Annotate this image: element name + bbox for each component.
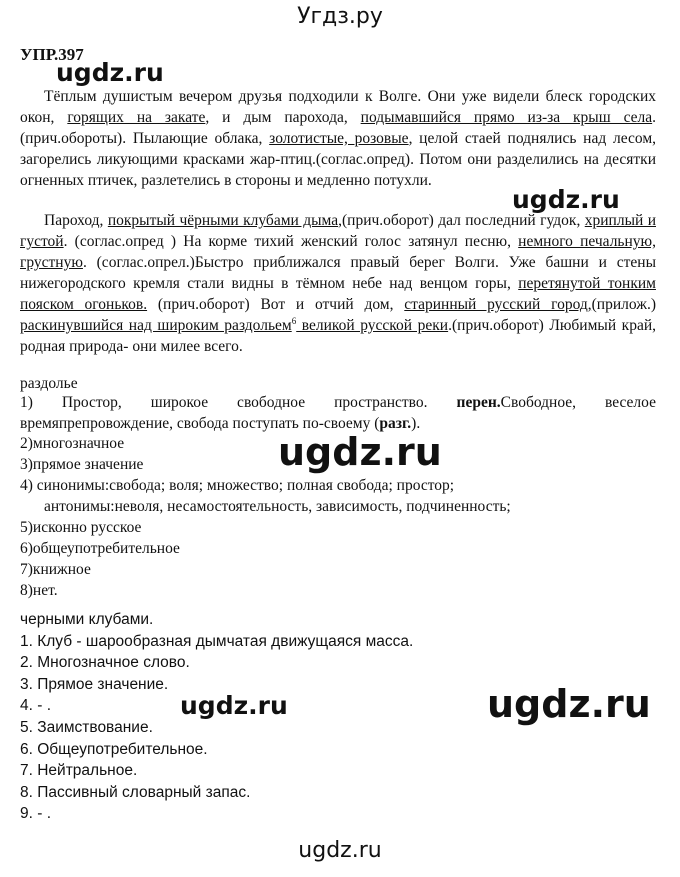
word-heading-razdolye: раздолье (20, 375, 78, 392)
list-item: 6)общеупотребительное (20, 540, 180, 557)
paragraph-2: Пароход, покрытый чёрными клубами дыма,(прич.оборот) дал последний гудок, хриплый и густой. (соглас.опред ) На корме тихий женский голос затянул песню, немного печальную, грустную. (соглас.опрел.)Быстро приближался правый берег Волги. Уже башни и стены нижегородского кремля стали видны в тёмном небе над венцом горы, перетянутой тонким пояском огоньков. (прич.оборот) Вот и отчий дом, старинный русский город,(прилож.) раскинувшийся над широким раздольем$^6$ великой русской реки.(прич.оборот) Любимый край, родная природа- они милее всего. (20, 212, 656, 355)
paragraph-1: Тёплым душистым вечером друзья подходили к Волге. Они уже видели блеск городских окон, горящих на закате, и дым парохода, подымавшийся прямо из-за крыш села.(прич.обороты). Пылающие облака, золотистые, розовые, целой стаей поднялись над лесом, загорелись ликующими красками жар-птиц.(соглас.опред). Потом они разделились на десятки огненных птичек, разлетелись в стороны и медленно потухли. (20, 88, 657, 189)
list-item: 4) синонимы:свобода; воля; множество; полная свобода; простор; (20, 477, 455, 494)
list-item: 3. Прямое значение. (20, 675, 169, 693)
watermark: ugdz.ru (487, 682, 651, 726)
watermark: ugdz.ru (180, 691, 288, 720)
list-item: 7. Нейтральное. (20, 762, 138, 780)
site-header: Угдз.ру (297, 4, 383, 29)
watermark: ugdz.ru (512, 185, 620, 214)
list-item: 7)книжное (20, 561, 91, 578)
list-item: 3)прямое значение (20, 456, 144, 473)
list-item: 9. - . (20, 805, 52, 823)
list-item: 8)нет. (20, 582, 58, 599)
list-item: 6. Общеупотребительное. (20, 740, 208, 758)
watermark: ugdz.ru (278, 430, 442, 474)
list-item: 5)исконно русское (20, 519, 142, 536)
list-item: 2. Многозначное слово. (20, 654, 190, 672)
word-heading-klubami: черными клубами. (20, 611, 154, 628)
list-item: 5. Заимствование. (20, 718, 153, 736)
watermark: ugdz.ru (56, 58, 164, 87)
list-item: 2)многозначное (20, 435, 125, 452)
list-item: 8. Пассивный словарный запас. (20, 783, 251, 801)
list-item: антонимы:неволя, несамостоятельность, зависимость, подчиненность; (44, 498, 511, 515)
exercise-title: УПР.397 (20, 45, 84, 64)
list-item: 4. - . (20, 697, 52, 715)
definition-razdolye: 1) Простор, широкое свободное пространство. перен.Свободное, веселое времяпрепровождение, свобода поступать по-своему (разг.). (20, 394, 656, 432)
site-footer: ugdz.ru (298, 838, 382, 863)
list-item: 1. Клуб - шарообразная дымчатая движущаяся масса. (20, 632, 414, 650)
